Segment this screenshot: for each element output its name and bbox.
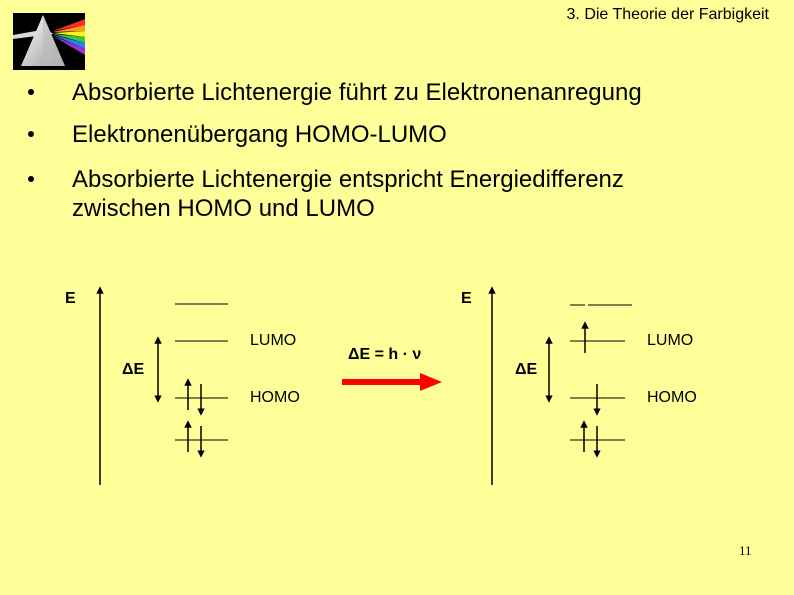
right-axis-label: E	[461, 290, 472, 307]
left-homo-label: HOMO	[250, 389, 300, 406]
left-lumo-label: LUMO	[250, 332, 297, 349]
bullet-text-line-1: Absorbierte Lichtenergie entspricht Energiedifferenz	[72, 166, 624, 193]
right-homo-label: HOMO	[647, 389, 697, 406]
transition-arrow-icon	[420, 373, 442, 391]
left-axis-label: E	[65, 290, 76, 307]
transition-label: ΔE = h · ν	[348, 346, 422, 363]
transition	[342, 346, 442, 391]
slide-header-title: 3. Die Theorie der Farbigkeit	[566, 6, 769, 23]
page-number: 11	[739, 543, 752, 558]
left-energy-diagram	[65, 290, 300, 485]
right-lumo-label: LUMO	[647, 332, 694, 349]
right-energy-diagram	[461, 290, 697, 485]
right-delta-label: ΔE	[515, 361, 538, 378]
bullet-text: Elektronenübergang HOMO-LUMO	[72, 121, 447, 148]
bullet-text: Absorbierte Lichtenergie führt zu Elektronenanregung	[72, 79, 642, 106]
bullet-text-line-2: zwischen HOMO und LUMO	[72, 195, 375, 222]
left-delta-label: ΔE	[122, 361, 145, 378]
